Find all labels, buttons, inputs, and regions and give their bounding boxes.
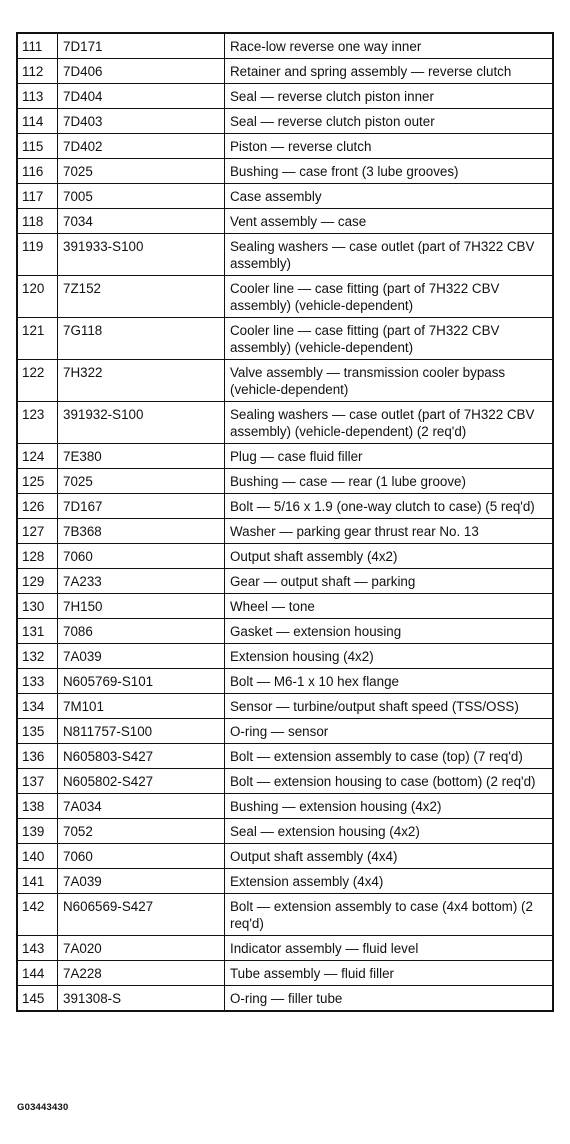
description-cell: Cooler line — case fitting (part of 7H322 CBV assembly) (vehicle-dependent): [225, 318, 554, 360]
part-number-cell: 7A039: [58, 644, 225, 669]
part-number-cell: 7H322: [58, 360, 225, 402]
description-cell: Gear — output shaft — parking: [225, 569, 554, 594]
part-number-cell: 7D406: [58, 59, 225, 84]
table-row: [17, 936, 553, 961]
description-cell: Sensor — turbine/output shaft speed (TSS/OSS): [225, 694, 554, 719]
description-cell: Seal — extension housing (4x2): [225, 819, 554, 844]
item-number-cell: 112: [17, 59, 58, 84]
description-cell: Retainer and spring assembly — reverse clutch: [225, 59, 554, 84]
item-number-cell: 114: [17, 109, 58, 134]
table-row: [17, 569, 553, 594]
description-cell: Indicator assembly — fluid level: [225, 936, 554, 961]
item-number-cell: 118: [17, 209, 58, 234]
part-number-cell: 7Z152: [58, 276, 225, 318]
table-row: [17, 719, 553, 744]
table-row: [17, 134, 553, 159]
description-cell: Output shaft assembly (4x4): [225, 844, 554, 869]
item-number-cell: 126: [17, 494, 58, 519]
part-number-cell: 7086: [58, 619, 225, 644]
table-row: [17, 360, 553, 402]
part-number-cell: 7A034: [58, 794, 225, 819]
part-number-cell: 7A228: [58, 961, 225, 986]
parts-table-body: [17, 33, 553, 1011]
description-cell: Output shaft assembly (4x2): [225, 544, 554, 569]
description-cell: Extension housing (4x2): [225, 644, 554, 669]
part-number-cell: 7M101: [58, 694, 225, 719]
item-number-cell: 111: [17, 33, 58, 59]
table-row: [17, 109, 553, 134]
item-number-cell: 116: [17, 159, 58, 184]
part-number-cell: N811757-S100: [58, 719, 225, 744]
table-row: [17, 318, 553, 360]
table-row: [17, 184, 553, 209]
part-number-cell: 7A039: [58, 869, 225, 894]
part-number-cell: 7D404: [58, 84, 225, 109]
item-number-cell: 127: [17, 519, 58, 544]
table-row: [17, 159, 553, 184]
description-cell: Washer — parking gear thrust rear No. 13: [225, 519, 554, 544]
table-row: [17, 33, 553, 59]
description-cell: Seal — reverse clutch piston outer: [225, 109, 554, 134]
item-number-cell: 140: [17, 844, 58, 869]
item-number-cell: 115: [17, 134, 58, 159]
part-number-cell: 7D403: [58, 109, 225, 134]
description-cell: Bushing — case front (3 lube grooves): [225, 159, 554, 184]
item-number-cell: 122: [17, 360, 58, 402]
item-number-cell: 145: [17, 986, 58, 1012]
description-cell: Bolt — extension housing to case (bottom) (2 req'd): [225, 769, 554, 794]
item-number-cell: 144: [17, 961, 58, 986]
figure-id: G03443430: [17, 1102, 69, 1113]
part-number-cell: 7D402: [58, 134, 225, 159]
item-number-cell: 141: [17, 869, 58, 894]
item-number-cell: 135: [17, 719, 58, 744]
part-number-cell: 391932-S100: [58, 402, 225, 444]
table-row: [17, 494, 553, 519]
description-cell: Valve assembly — transmission cooler bypass (vehicle-dependent): [225, 360, 554, 402]
description-cell: O-ring — filler tube: [225, 986, 554, 1012]
description-cell: Bushing — case — rear (1 lube groove): [225, 469, 554, 494]
description-cell: Case assembly: [225, 184, 554, 209]
part-number-cell: 7D167: [58, 494, 225, 519]
item-number-cell: 130: [17, 594, 58, 619]
item-number-cell: 136: [17, 744, 58, 769]
item-number-cell: 139: [17, 819, 58, 844]
table-row: [17, 469, 553, 494]
description-cell: Gasket — extension housing: [225, 619, 554, 644]
item-number-cell: 131: [17, 619, 58, 644]
table-row: [17, 59, 553, 84]
item-number-cell: 124: [17, 444, 58, 469]
item-number-cell: 121: [17, 318, 58, 360]
description-cell: Cooler line — case fitting (part of 7H322 CBV assembly) (vehicle-dependent): [225, 276, 554, 318]
item-number-cell: 117: [17, 184, 58, 209]
part-number-cell: 7005: [58, 184, 225, 209]
part-number-cell: 7060: [58, 544, 225, 569]
description-cell: Vent assembly — case: [225, 209, 554, 234]
part-number-cell: 7B368: [58, 519, 225, 544]
table-row: [17, 209, 553, 234]
item-number-cell: 129: [17, 569, 58, 594]
table-row: [17, 644, 553, 669]
table-row: [17, 276, 553, 318]
part-number-cell: 7034: [58, 209, 225, 234]
part-number-cell: 7A233: [58, 569, 225, 594]
table-row: [17, 444, 553, 469]
item-number-cell: 133: [17, 669, 58, 694]
description-cell: Extension assembly (4x4): [225, 869, 554, 894]
part-number-cell: 391933-S100: [58, 234, 225, 276]
item-number-cell: 143: [17, 936, 58, 961]
description-cell: Seal — reverse clutch piston inner: [225, 84, 554, 109]
table-row: [17, 234, 553, 276]
part-number-cell: N606569-S427: [58, 894, 225, 936]
table-row: [17, 669, 553, 694]
part-number-cell: 7052: [58, 819, 225, 844]
part-number-cell: 7H150: [58, 594, 225, 619]
item-number-cell: 138: [17, 794, 58, 819]
part-number-cell: 7G118: [58, 318, 225, 360]
table-row: [17, 819, 553, 844]
table-row: [17, 769, 553, 794]
table-row: [17, 869, 553, 894]
table-row: [17, 844, 553, 869]
part-number-cell: 7E380: [58, 444, 225, 469]
table-row: [17, 544, 553, 569]
table-row: [17, 744, 553, 769]
table-row: [17, 961, 553, 986]
part-number-cell: N605803-S427: [58, 744, 225, 769]
table-row: [17, 794, 553, 819]
description-cell: Bolt — 5/16 x 1.9 (one-way clutch to case) (5 req'd): [225, 494, 554, 519]
item-number-cell: 113: [17, 84, 58, 109]
description-cell: Bolt — M6-1 x 10 hex flange: [225, 669, 554, 694]
item-number-cell: 125: [17, 469, 58, 494]
description-cell: Bushing — extension housing (4x2): [225, 794, 554, 819]
part-number-cell: 7025: [58, 469, 225, 494]
description-cell: Tube assembly — fluid filler: [225, 961, 554, 986]
table-row: [17, 519, 553, 544]
part-number-cell: 7D171: [58, 33, 225, 59]
description-cell: Sealing washers — case outlet (part of 7H322 CBV assembly) (vehicle-dependent) (2 req'd): [225, 402, 554, 444]
description-cell: Plug — case fluid filler: [225, 444, 554, 469]
description-cell: Piston — reverse clutch: [225, 134, 554, 159]
part-number-cell: 7A020: [58, 936, 225, 961]
item-number-cell: 119: [17, 234, 58, 276]
table-row: [17, 619, 553, 644]
item-number-cell: 142: [17, 894, 58, 936]
parts-table: [16, 32, 554, 1012]
table-row: [17, 894, 553, 936]
description-cell: Sealing washers — case outlet (part of 7H322 CBV assembly): [225, 234, 554, 276]
table-row: [17, 594, 553, 619]
item-number-cell: 132: [17, 644, 58, 669]
description-cell: Wheel — tone: [225, 594, 554, 619]
description-cell: O-ring — sensor: [225, 719, 554, 744]
item-number-cell: 120: [17, 276, 58, 318]
part-number-cell: 7060: [58, 844, 225, 869]
item-number-cell: 134: [17, 694, 58, 719]
table-row: [17, 402, 553, 444]
description-cell: Bolt — extension assembly to case (4x4 bottom) (2 req'd): [225, 894, 554, 936]
item-number-cell: 123: [17, 402, 58, 444]
part-number-cell: 391308-S: [58, 986, 225, 1012]
item-number-cell: 137: [17, 769, 58, 794]
description-cell: Bolt — extension assembly to case (top) (7 req'd): [225, 744, 554, 769]
part-number-cell: 7025: [58, 159, 225, 184]
item-number-cell: 128: [17, 544, 58, 569]
table-row: [17, 986, 553, 1012]
description-cell: Race-low reverse one way inner: [225, 33, 554, 59]
part-number-cell: N605769-S101: [58, 669, 225, 694]
table-row: [17, 694, 553, 719]
part-number-cell: N605802-S427: [58, 769, 225, 794]
table-row: [17, 84, 553, 109]
